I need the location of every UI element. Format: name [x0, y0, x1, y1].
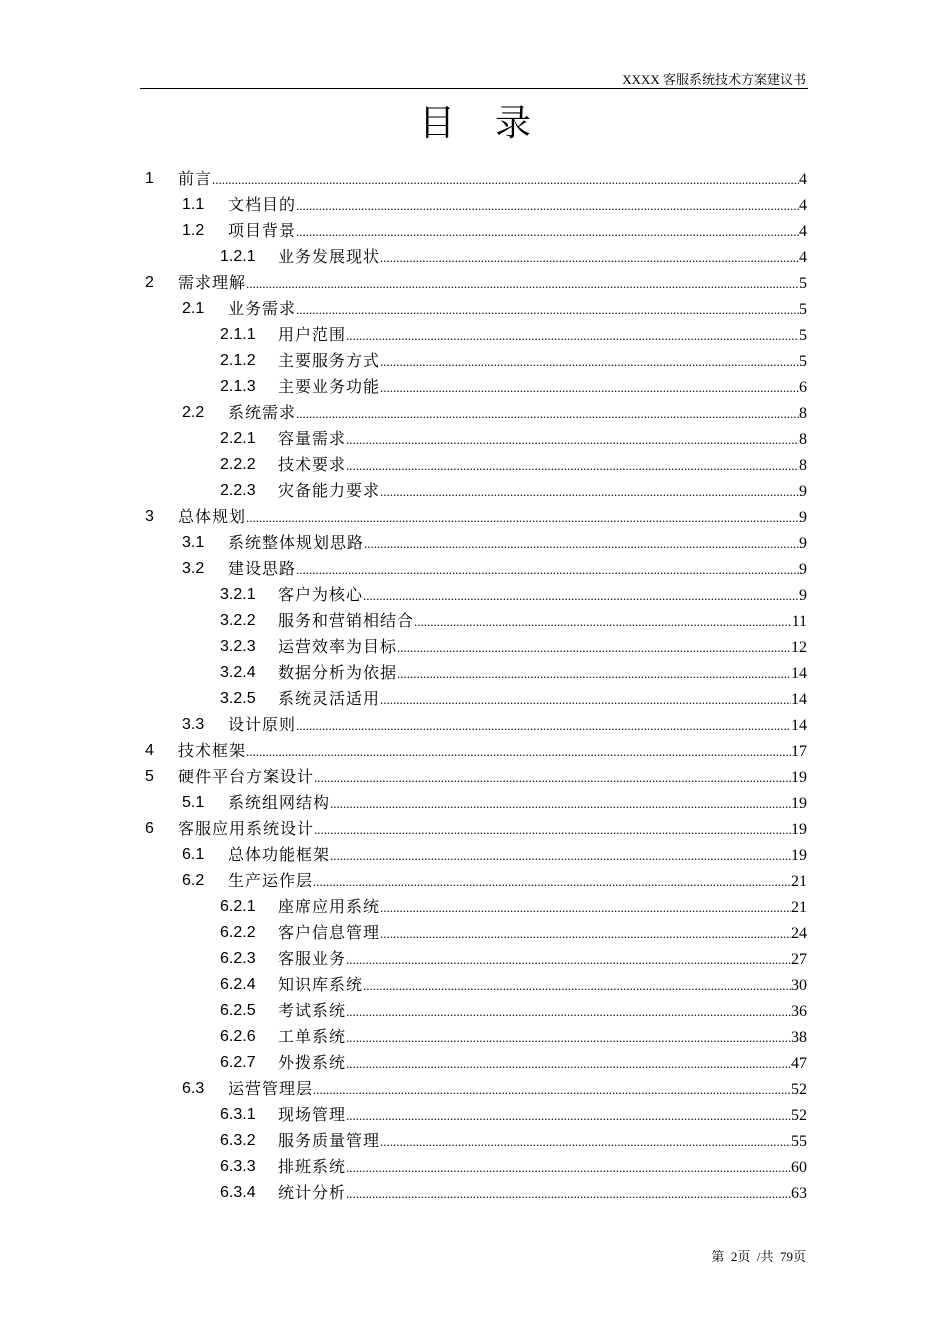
toc-page-number: 8 — [799, 405, 807, 422]
toc-section-number: 6.3.3 — [220, 1158, 256, 1175]
toc-entry[interactable] — [0, 1154, 950, 1180]
toc-entry-title: 主要服务方式 — [278, 351, 381, 370]
toc-entry-line — [278, 972, 807, 999]
dot-leader — [296, 193, 799, 219]
toc-section-number: 6.2.6 — [220, 1028, 256, 1045]
toc-entry-title: 建设思路 — [228, 559, 297, 578]
toc-entry-title: 文档目的 — [228, 195, 297, 214]
toc-page-number: 4 — [799, 249, 807, 266]
dot-leader — [346, 427, 799, 453]
toc-entry-title: 主要业务功能 — [278, 377, 381, 396]
dot-leader — [364, 531, 799, 557]
toc-entry-line — [278, 894, 807, 921]
toc-entry[interactable] — [0, 166, 950, 192]
dot-leader — [346, 453, 799, 479]
toc-page-number: 21 — [791, 899, 807, 916]
toc-entry[interactable] — [0, 478, 950, 504]
dot-leader — [380, 479, 799, 505]
toc-entry-title: 设计原则 — [228, 715, 297, 734]
toc-entry-title: 服务和营销相结合 — [278, 611, 415, 630]
toc-entry[interactable] — [0, 660, 950, 686]
dot-leader — [246, 505, 799, 531]
toc-section-number: 3.2 — [182, 560, 205, 577]
toc-entry-line — [278, 478, 807, 505]
toc-entry-title: 工单系统 — [278, 1027, 347, 1046]
toc-page-number: 9 — [799, 483, 807, 500]
toc-entry-line — [228, 1076, 807, 1103]
toc-section-number: 6 — [145, 820, 154, 837]
toc-section-number: 1.2 — [182, 222, 205, 239]
toc-section-number: 3.2.2 — [220, 612, 256, 629]
toc-entry[interactable] — [0, 712, 950, 738]
toc-entry[interactable] — [0, 374, 950, 400]
toc-entry[interactable] — [0, 998, 950, 1024]
toc-entry[interactable] — [0, 296, 950, 322]
toc-section-number: 6.3.2 — [220, 1132, 256, 1149]
toc-entry[interactable] — [0, 842, 950, 868]
toc-entry-line — [278, 920, 807, 947]
toc-page-number: 5 — [799, 327, 807, 344]
dot-leader — [314, 765, 791, 791]
toc-entry-line — [178, 270, 807, 297]
toc-entry-line — [228, 712, 807, 739]
toc-section-number: 6.3.4 — [220, 1184, 256, 1201]
toc-page-number: 4 — [799, 197, 807, 214]
toc-page-number: 12 — [791, 639, 807, 656]
toc-entry-line — [228, 218, 807, 245]
toc-page-number: 5 — [799, 353, 807, 370]
toc-entry-title: 用户范围 — [278, 325, 347, 344]
dot-leader — [313, 869, 791, 895]
toc-entry-line — [278, 1050, 807, 1077]
toc-entry-line — [228, 400, 807, 427]
toc-page-number: 52 — [791, 1107, 807, 1124]
toc-entry-title: 系统灵活适用 — [278, 689, 381, 708]
toc-entry[interactable] — [0, 1128, 950, 1154]
toc-entry-line — [278, 244, 807, 271]
toc-entry-line — [278, 322, 807, 349]
toc-section-number: 3.2.1 — [220, 586, 256, 603]
dot-leader — [296, 557, 799, 583]
toc-page-number: 5 — [799, 301, 807, 318]
toc-page-number: 19 — [791, 769, 807, 786]
dot-leader — [397, 635, 791, 661]
toc-entry-title: 业务需求 — [228, 299, 297, 318]
toc-entry-title: 总体规划 — [178, 507, 247, 526]
toc-page-number: 27 — [791, 951, 807, 968]
toc-section-number: 6.2.5 — [220, 1002, 256, 1019]
toc-entry[interactable] — [0, 790, 950, 816]
dot-leader — [314, 817, 791, 843]
toc-entry-title: 技术要求 — [278, 455, 347, 474]
toc-entry-line — [278, 452, 807, 479]
header-title: XXXX 客服系统技术方案建议书 — [622, 72, 806, 87]
dot-leader — [346, 999, 791, 1025]
toc-section-number: 5 — [145, 768, 154, 785]
toc-entry[interactable] — [0, 608, 950, 634]
dot-leader — [246, 739, 791, 765]
dot-leader — [380, 1129, 791, 1155]
dot-leader — [212, 167, 799, 193]
dot-leader — [296, 219, 799, 245]
toc-page-number: 8 — [799, 457, 807, 474]
toc-entry-title: 座席应用系统 — [278, 897, 381, 916]
toc-entry[interactable] — [0, 1180, 950, 1206]
toc-entry[interactable] — [0, 1050, 950, 1076]
toc-entry-line — [278, 582, 807, 609]
toc-entry-line — [278, 998, 807, 1025]
dot-leader — [246, 271, 799, 297]
dot-leader — [346, 1155, 791, 1181]
toc-entry[interactable] — [0, 530, 950, 556]
toc-entry[interactable] — [0, 764, 950, 790]
toc-entry[interactable] — [0, 400, 950, 426]
toc-section-number: 6.2.1 — [220, 898, 256, 915]
toc-page-number: 5 — [799, 275, 807, 292]
toc-page-number: 60 — [791, 1159, 807, 1176]
toc-section-number: 2.1.2 — [220, 352, 256, 369]
toc-page-number: 52 — [791, 1081, 807, 1098]
toc-page-number: 14 — [791, 665, 807, 682]
toc-entry-line — [178, 504, 807, 531]
toc-entry-line — [228, 868, 807, 895]
toc-page-number: 9 — [799, 561, 807, 578]
dot-leader — [346, 1181, 791, 1207]
toc-entry-title: 考试系统 — [278, 1001, 347, 1020]
toc-entry[interactable] — [0, 946, 950, 972]
toc-section-number: 2 — [145, 274, 154, 291]
toc-entry-line — [278, 634, 807, 661]
toc-entry-line — [278, 374, 807, 401]
toc-entry-line — [228, 530, 807, 557]
toc-page-number: 4 — [799, 171, 807, 188]
dot-leader — [346, 947, 791, 973]
toc-entry-title: 业务发展现状 — [278, 247, 381, 266]
dot-leader — [380, 245, 799, 271]
toc-entry-line — [278, 1102, 807, 1129]
toc-entry-title: 系统组网结构 — [228, 793, 331, 812]
toc-entry[interactable] — [0, 192, 950, 218]
toc-entry[interactable] — [0, 1102, 950, 1128]
toc-entry[interactable] — [0, 270, 950, 296]
toc-entry[interactable] — [0, 452, 950, 478]
toc-entry-line — [278, 686, 807, 713]
dot-leader — [363, 973, 791, 999]
toc-entry[interactable] — [0, 348, 950, 374]
toc-section-number: 5.1 — [182, 794, 205, 811]
toc-entry-line — [278, 1128, 807, 1155]
toc-page-number: 8 — [799, 431, 807, 448]
dot-leader — [414, 609, 792, 635]
toc-page-number: 19 — [791, 821, 807, 838]
toc-entry-line — [278, 348, 807, 375]
toc-entry-title: 现场管理 — [278, 1105, 347, 1124]
toc-entry-title: 运营管理层 — [228, 1079, 314, 1098]
toc-entry[interactable] — [0, 1024, 950, 1050]
toc-page-number: 21 — [791, 873, 807, 890]
toc-page-number: 17 — [791, 743, 807, 760]
dot-leader — [380, 895, 791, 921]
toc-entry-title: 系统整体规划思路 — [228, 533, 365, 552]
toc-entry-line — [228, 296, 807, 323]
toc-entry-title: 技术框架 — [178, 741, 247, 760]
toc-entry-line — [278, 946, 807, 973]
toc-entry[interactable] — [0, 738, 950, 764]
toc-entry-line — [178, 166, 807, 193]
toc-entry-line — [278, 608, 807, 635]
toc-section-number: 6.3.1 — [220, 1106, 256, 1123]
toc-page-number: 9 — [799, 509, 807, 526]
toc-page-number: 11 — [791, 613, 807, 630]
dot-leader — [380, 921, 791, 947]
dot-leader — [346, 1103, 791, 1129]
toc-entry[interactable] — [0, 504, 950, 530]
dot-leader — [296, 297, 799, 323]
toc-section-number: 6.3 — [182, 1080, 205, 1097]
dot-leader — [346, 1051, 791, 1077]
toc-entry-line — [278, 1180, 807, 1207]
toc-entry-title: 运营效率为目标 — [278, 637, 398, 656]
toc-section-number: 2.1 — [182, 300, 205, 317]
dot-leader — [296, 401, 799, 427]
toc-page-number: 38 — [791, 1029, 807, 1046]
toc-entry-line — [228, 556, 807, 583]
toc-section-number: 1 — [145, 170, 154, 187]
toc-section-number: 3.2.5 — [220, 690, 256, 707]
page-header — [140, 72, 808, 89]
toc-entry[interactable] — [0, 1076, 950, 1102]
page-title: 目录 — [418, 103, 571, 144]
toc-entry[interactable] — [0, 322, 950, 348]
toc-section-number: 6.2.4 — [220, 976, 256, 993]
toc-page-number: 63 — [791, 1185, 807, 1202]
toc-entry-title: 客服应用系统设计 — [178, 819, 315, 838]
toc-entry[interactable] — [0, 868, 950, 894]
toc-entry[interactable] — [0, 218, 950, 244]
toc-entry[interactable] — [0, 244, 950, 270]
toc-entry-title: 需求理解 — [178, 273, 247, 292]
toc-section-number: 6.2.3 — [220, 950, 256, 967]
toc-entry-line — [178, 738, 807, 765]
toc-entry-title: 客户为核心 — [278, 585, 364, 604]
toc-entry-title: 数据分析为依据 — [278, 663, 398, 682]
dot-leader — [346, 1025, 791, 1051]
toc-section-number: 1.1 — [182, 196, 205, 213]
toc-page-number: 55 — [791, 1133, 807, 1150]
toc-entry-line — [278, 1024, 807, 1051]
toc-entry[interactable] — [0, 894, 950, 920]
toc-page-number: 24 — [791, 925, 807, 942]
toc-entry-title: 硬件平台方案设计 — [178, 767, 315, 786]
toc-entry-title: 排班系统 — [278, 1157, 347, 1176]
toc-entry-title: 前言 — [178, 169, 213, 188]
toc-section-number: 3.1 — [182, 534, 205, 551]
dot-leader — [380, 687, 791, 713]
toc-section-number: 1.2.1 — [220, 248, 256, 265]
toc-page-number: 6 — [799, 379, 807, 396]
toc-entry-title: 外拨系统 — [278, 1053, 347, 1072]
dot-leader — [346, 323, 799, 349]
toc-entry[interactable] — [0, 582, 950, 608]
toc-entry[interactable] — [0, 556, 950, 582]
toc-entry-line — [178, 816, 807, 843]
toc-section-number: 6.2.7 — [220, 1054, 256, 1071]
toc-page-number: 19 — [791, 795, 807, 812]
toc-section-number: 6.1 — [182, 846, 205, 863]
toc-section-number: 6.2 — [182, 872, 205, 889]
toc-page-number: 19 — [791, 847, 807, 864]
dot-leader — [397, 661, 791, 687]
toc-entry-title: 总体功能框架 — [228, 845, 331, 864]
dot-leader — [330, 791, 791, 817]
table-of-contents — [0, 166, 950, 1206]
toc-page-number: 9 — [799, 535, 807, 552]
toc-entry[interactable] — [0, 816, 950, 842]
toc-entry-title: 服务质量管理 — [278, 1131, 381, 1150]
toc-entry[interactable] — [0, 634, 950, 660]
toc-section-number: 2.2.1 — [220, 430, 256, 447]
toc-section-number: 2.2.3 — [220, 482, 256, 499]
toc-entry-title: 灾备能力要求 — [278, 481, 381, 500]
toc-page-number: 14 — [791, 717, 807, 734]
toc-entry-line — [278, 660, 807, 687]
dot-leader — [363, 583, 799, 609]
toc-entry-line — [178, 764, 807, 791]
toc-entry[interactable] — [0, 920, 950, 946]
toc-entry-title: 客服业务 — [278, 949, 347, 968]
dot-leader — [380, 349, 799, 375]
dot-leader — [380, 375, 799, 401]
toc-entry-line — [228, 790, 807, 817]
toc-section-number: 3.2.4 — [220, 664, 256, 681]
dot-leader — [296, 713, 791, 739]
toc-entry-line — [278, 1154, 807, 1181]
toc-section-number: 2.1.3 — [220, 378, 256, 395]
toc-entry-line — [228, 842, 807, 869]
toc-section-number: 6.2.2 — [220, 924, 256, 941]
toc-page-number: 47 — [791, 1055, 807, 1072]
toc-entry-title: 统计分析 — [278, 1183, 347, 1202]
toc-entry-title: 容量需求 — [278, 429, 347, 448]
toc-section-number: 2.2 — [182, 404, 205, 421]
dot-leader — [330, 843, 791, 869]
toc-entry-line — [278, 426, 807, 453]
dot-leader — [313, 1077, 791, 1103]
toc-page-number: 9 — [799, 587, 807, 604]
toc-entry[interactable] — [0, 686, 950, 712]
toc-section-number: 3.2.3 — [220, 638, 256, 655]
toc-entry-title: 客户信息管理 — [278, 923, 381, 942]
toc-section-number: 2.2.2 — [220, 456, 256, 473]
toc-page-number: 14 — [791, 691, 807, 708]
toc-entry-title: 项目背景 — [228, 221, 297, 240]
toc-section-number: 3.3 — [182, 716, 205, 733]
toc-entry[interactable] — [0, 426, 950, 452]
toc-entry-title: 系统需求 — [228, 403, 297, 422]
toc-entry[interactable] — [0, 972, 950, 998]
toc-section-number: 3 — [145, 508, 154, 525]
toc-section-number: 4 — [145, 742, 154, 759]
toc-entry-line — [228, 192, 807, 219]
toc-entry-title: 生产运作层 — [228, 871, 314, 890]
toc-entry-title: 知识库系统 — [278, 975, 364, 994]
toc-section-number: 2.1.1 — [220, 326, 256, 343]
toc-page-number: 36 — [791, 1003, 807, 1020]
toc-page-number: 4 — [799, 223, 807, 240]
toc-page-number: 30 — [791, 977, 807, 994]
page-footer: 第 2页 /共 79页 — [711, 1249, 806, 1264]
